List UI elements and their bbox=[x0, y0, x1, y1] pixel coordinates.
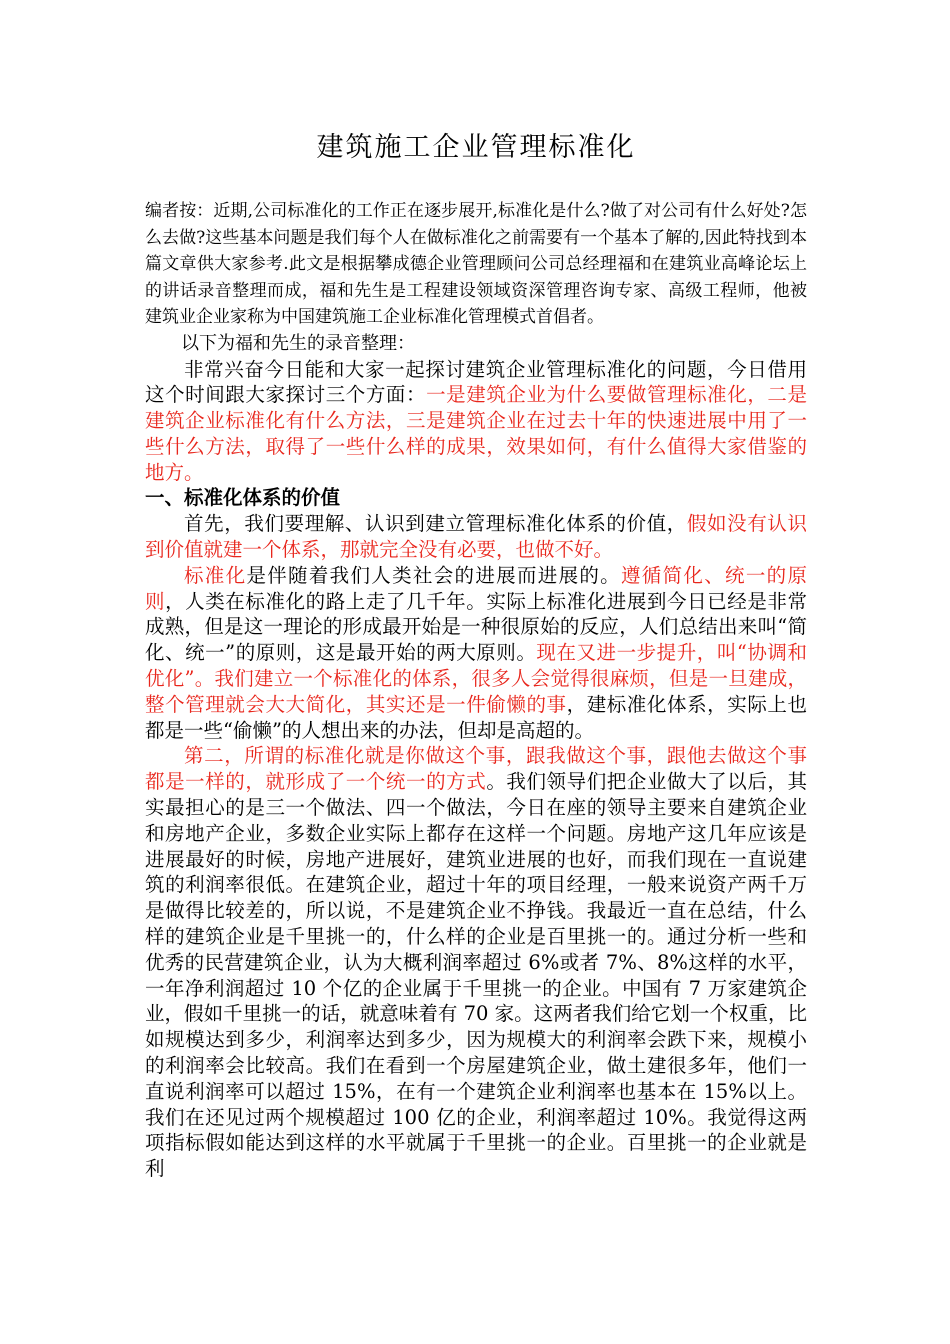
paragraph-2 bbox=[145, 511, 807, 563]
paragraph-1-text: 非常兴奋今日能和大家一起探讨建筑企业管理标准化的问题，今日借用这个时间跟大家探讨三个方面： bbox=[145, 357, 807, 407]
intro-line: 以下为福和先生的录音整理： bbox=[181, 332, 415, 354]
paragraph-3-text-b: 是伴随着我们人类社会的进展而进展的。 bbox=[246, 563, 621, 587]
paragraph-3-highlight-a: 标准化 bbox=[184, 563, 247, 587]
paragraph-2-text: 首先，我们要理解、认识到建立管理标准化体系的价值， bbox=[184, 512, 687, 536]
paragraph-2-highlight: 假如没有认识到价值就建一个体系，那就完全没有必要，也做不好。 bbox=[145, 512, 807, 562]
editor-note: 编者按：近期,公司标准化的工作正在逐步展开,标准化是什么?做了对公司有什么好处?怎么去做?这些基本问题是我们每个人在做标准化之前需要有一个基本了解的,因此特找到本篇文章供大家参考.此文是根据攀成德企业管理顾问公司总经理福和在建筑业高峰论坛上的讲话录音整理而成，福和先生是工程建设领域资深管理咨询专家、高级工程师，他被建筑业企业家称为中国建筑施工企业标准化管理模式首倡者。 bbox=[145, 201, 807, 327]
paragraph-3-text-d: ，人类在标准化的路上走了几千年。实际上标准化进展到今日已经是非常成熟，但是这一理论的形成最开始是一种很原始的反应，人们总结出来叫“简化、统一”的原则，这是最开始的两大原则。 bbox=[145, 589, 807, 665]
paragraph-4-highlight: 第二，所谓的标准化就是你做这个事，跟我做这个事，跟他去做这个事都是一样的，就形成了一个统一的方式 bbox=[145, 744, 807, 794]
paragraph-4-text: 。我们领导们把企业做大了以后，其实最担心的是三一个做法、四一个做法，今日在座的领导主要来自建筑企业和房地产企业，多数企业实际上都存在这样一个问题。房地产这几年应该是进展最好的时候，房地产进展好，建筑业进展的也好，而我们现在一直说建筑的利润率很低。在建筑企业，超过十年的项目经理，一般来说资产两千万是做得比较差的，所以说，不是建筑企业不挣钱。我最近一直在总结，什么样的建筑企业是千里挑一的，什么样的企业是百里挑一的。通过分析一些和优秀的民营建筑企业，认为大概利润率超过 6%或者 7%、8%这样的水平，一年净利润超过 10 个亿的企业属于千里挑一的企业。中国有 7 万家建筑企业，假如千里挑一的话，就意味着有 70 家。这两者我们给它划一个权重，比如规模达到多少，利润率达到多少，因为规模大的利润率会跌下来，规模小的利润率会比较高。我们在看到一个房屋建筑企业，做土建很多年，他们一直说利润率可以超过 15%，在有一个建筑企业利润率也基本在 15%以上。我们在还见过两个规模超过 100 亿的企业，利润率超过 10%。我觉得这两项指标假如能达到这样的水平就属于千里挑一的企业。百里挑一的企业就是利 bbox=[145, 770, 807, 1181]
paragraph-1 bbox=[145, 357, 807, 486]
section-heading-1: 一、标准化体系的价值 bbox=[145, 486, 341, 510]
paragraph-1-highlight: 一是建筑企业为什么要做管理标准化，二是建筑企业标准化有什么方法，三是建筑企业在过去十年的快速进展中用了一些什么方法，取得了一些什么样的成果，效果如何，有什么值得大家借鉴的地方。 bbox=[145, 383, 807, 484]
paragraph-3-text-f: ，建标准化体系，实际上也都是一些“偷懒”的人想出来的办法，但却是高超的。 bbox=[145, 692, 807, 742]
document-title: 建筑施工企业管理标准化 bbox=[316, 132, 636, 163]
paragraph-3-highlight-e: 现在又进一步提升，叫“协调和优化”。我们建立一个标准化的体系，很多人会觉得很麻烦，但是一旦建成，整个管理就会大大简化，其实还是一件偷懒的事 bbox=[145, 641, 807, 716]
paragraph-3 bbox=[145, 563, 807, 744]
paragraph-4 bbox=[145, 743, 807, 1182]
document-page bbox=[145, 128, 807, 1182]
paragraph-3-highlight-c: 遵循简化、统一的原则 bbox=[145, 563, 807, 613]
